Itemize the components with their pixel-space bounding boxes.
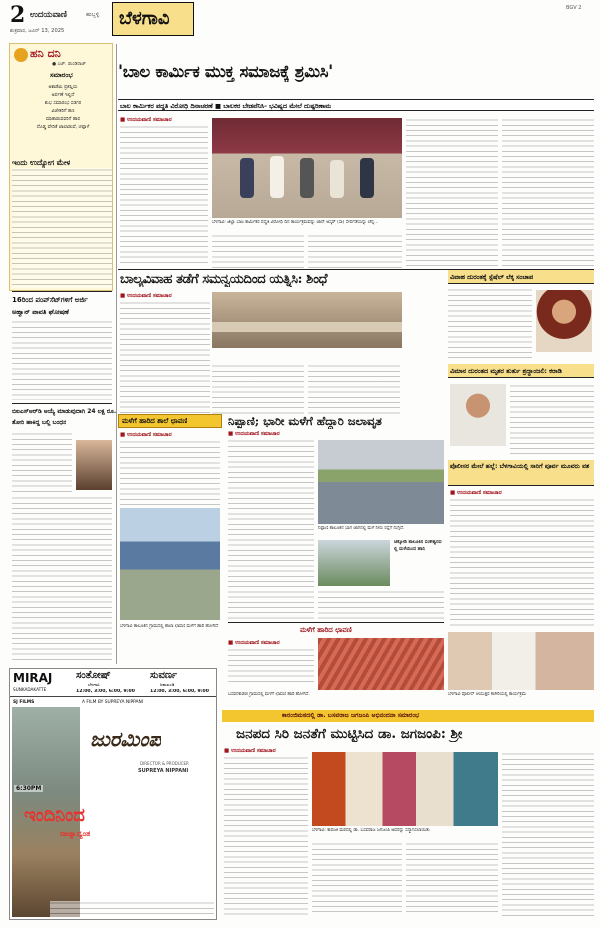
bribe-subhead: ತೋರಿ ಹಾಕಿದ್ದ ಬಲ್ಲಿ ಬಂಧನ <box>12 419 67 426</box>
film-credit: A FILM BY SUPREYA NIPPANI <box>82 700 144 705</box>
roof-caption: ಬಸವನಕುಡಚಿ ಗ್ರಾಮದಲ್ಲಿ ಮಳೆಗೆ ಛಾವಣಿ ಹಾರಿ ಹೋಗಿದೆ. <box>228 692 310 697</box>
top-headline: 'ಬಾಲ ಕಾರ್ಮಿಕ ಮುಕ್ತ ಸಮಾಜಕ್ಕೆ ಶ್ರಮಿಸಿ' <box>118 62 333 81</box>
woman-portrait <box>536 290 592 352</box>
santosh-showtimes: 12:00, 3:00, 6:00, 9:00 <box>76 689 135 694</box>
poem-line: ಅಕಾಡೆಮಿ ಪ್ರಶಸ್ತಿಯ <box>48 85 78 90</box>
police-headline: ಪೊಲೀಸರ ಮೇಲೆ ಹಲ್ಲೆ: ಬೆಳಗಾವಿಯಲ್ಲಿ ಸಾರಿಗೆ ಪೂರ್ವ ಮೂವರು ವಶ <box>450 463 590 470</box>
page-number: 2 <box>10 2 26 28</box>
child-marriage-col2 <box>212 364 304 414</box>
meeting-photo-caption <box>212 350 402 362</box>
strip-story-col2 <box>312 842 402 916</box>
byline: ■ ಉದಯವಾಣಿ ಸಮಾಚಾರ <box>120 293 172 299</box>
top-story-col1 <box>120 125 208 267</box>
rain-story-col2 <box>318 590 444 620</box>
child-marriage-col3 <box>308 364 400 414</box>
top-story-photo <box>212 118 402 218</box>
ad-credits <box>50 901 214 917</box>
byline: ■ ಉದಯವಾಣಿ ಸಮಾಚಾರ <box>228 431 280 437</box>
section-banner <box>112 2 194 36</box>
poem-line: ಮಾತಾಡುವವರಿಗೆ ಹಾರ <box>45 117 81 122</box>
right-story-1-text <box>448 288 532 360</box>
theater-city: SUNKADAKATTE <box>13 687 47 692</box>
strip-kicker: ಕಾರಂಜಿಮಠದಲ್ಲಿ ಡಾ. ಬಸವರಾಜ ಜಗಜಂಪಿ ಅಭಿನಂದನಾ ಸಮಾರಂಭ <box>282 712 420 719</box>
movie-title: ಜುರಮಿಂಪ <box>90 727 162 751</box>
police-photo-caption: ಬೆಳಗಾವಿ ಪೊಲೀಸ್ ಆಯುಕ್ತರ ಕಚೇರಿಯಲ್ಲಿ ಕಾರ್ಯಕ್ರಮ <box>448 692 526 697</box>
poem-title: ಸಮಾರಂಭ <box>50 71 73 79</box>
road-photo-caption: ಚಿಕ್ಕೋಡಿ ತಾಲೂಕಿನ ಸಂಕೇಶ್ವರದಲ್ಲಿ ಮಳೆಯಿಂದ ಹಾನಿ <box>394 540 442 552</box>
show-time: 6:30PM <box>16 785 42 792</box>
rain-left-headline: ಮಳೆಗೆ ಹಾರಿದ ಶಾಲೆ ಛಾವಣಿ <box>122 417 188 425</box>
accused-photo <box>76 440 112 490</box>
strip-caption: ಬೆಳಗಾವಿ: ಕಾರಂಜಿ ಮಠದಲ್ಲಿ ಡಾ. ಬಸವರಾಜ ಜಗಜಂಪಿ ಅವರನ್ನು ಸನ್ಮಾನಿಸಲಾಯಿತು <box>312 828 430 833</box>
job-fair-headline: ಇಂದು ಉದ್ಯೋಗ ಮೇಳ <box>12 158 71 167</box>
date: ಶುಕ್ರವಾರ, ಜೂನ್ 13, 2025 <box>10 28 65 34</box>
santosh-city: ಬೆಳಗಾವಿ <box>88 682 100 687</box>
pumpset-text <box>12 320 112 400</box>
divider <box>12 291 112 292</box>
top-story-col5 <box>502 118 594 268</box>
pumpset-headline: 16ರಿಂದ ಪಂಪ್‌ಸೆಟ್‌ಗಳಿಗೆ ಅರ್ಜಿ <box>12 296 88 304</box>
column-rule <box>116 44 117 664</box>
top-photo-caption: ಬೆಳಗಾವಿ: ಜಿಲ್ಲಾ ಬಾಲ ಕಾರ್ಮಿಕರ ಪದ್ಧತಿ ವಿರೋಧಿ ದಿನ ಕಾರ್ಯಕ್ರಮವನ್ನು ಜಾನ್ ಅಸ್ಕರ್ (ಸಾ) ಸೇರ್ಪಡೆಯನ್ನು ಚೆನ್ನ... <box>212 220 379 225</box>
police-head-box <box>448 460 594 486</box>
release-sublabel: ರಾಜ್ಯಾದ್ಯಂತ <box>60 829 91 838</box>
divider <box>12 403 112 404</box>
suvarna-name: ಸುವರ್ಣ <box>150 670 178 681</box>
bribe-text <box>12 432 72 494</box>
school-photo-caption: ಬೆಳಗಾವಿ ತಾಲೂಕಿನ ಗ್ರಾಮದಲ್ಲಿ ಶಾಲಾ ಛಾವಣಿ ಮಳೆಗೆ ಹಾರಿ ಹೋಗಿದೆ <box>120 624 219 629</box>
roof-photo <box>318 638 444 690</box>
right-headline-1: ವಿವಾಹ ದುರಂತಕ್ಕೆ ಸ್ಪೆಷೆಲ್ ಲೆಕ್ಕ ಸಂಚಾಪ <box>450 273 534 281</box>
poem-line: ಶುಭ ಸಮಾರಂಭ ಸಡಗರ <box>44 101 82 106</box>
top-story-col2 <box>212 234 304 268</box>
rain-left-head-box <box>118 414 222 428</box>
santosh-name: ಸಂತೋಷ್ <box>76 670 111 681</box>
director-label: DIRECTOR & PRODUCER <box>140 761 189 766</box>
byline: ■ ಉದಯವಾಣಿ ಸಮಾಚಾರ <box>120 432 172 438</box>
child-marriage-col1 <box>120 301 210 413</box>
poem-body <box>18 84 108 132</box>
person-figure <box>360 158 374 198</box>
top-story-col3 <box>308 234 402 268</box>
top-subhead-bar <box>118 99 594 111</box>
honey-title: ಹನಿ ದನಿ <box>30 47 61 60</box>
flood-photo <box>318 440 444 524</box>
rain-headline: ನಿಪ್ಪಾಣಿ; ಭಾರೀ ಮಳೆಗೆ ಹೆದ್ದಾರಿ ಜಲಾವೃತ <box>228 414 382 428</box>
suvarna-showtimes: 12:00, 3:00, 6:00, 9:00 <box>150 689 209 694</box>
strip-headline: ಜನಪದ ಸಿರಿ ಜನತೆಗೆ ಮುಟ್ಟಿಸಿದ ಡಾ. ಜಗಜಂಪಿ: ಶ್ರೀ <box>236 726 463 742</box>
director-name: SUPREYA NIPPANI <box>138 768 189 774</box>
right-headline-box-1 <box>448 270 594 284</box>
theater-name: MIRAJ <box>13 671 53 685</box>
person-figure <box>240 158 254 198</box>
poem-line: ದೊಡ್ಡ ವೇದಿಕೆ ಜಾಲಾಡುವೆ, ಚಪ್ಪಾಳೆ <box>36 125 90 130</box>
police-event-photo <box>448 632 594 690</box>
strip-story-col4 <box>502 752 594 916</box>
poem-line: ಅರ್ಪಣೆ ಇಲ್ಲಿದೆ <box>51 93 75 98</box>
honey-author: ● ಎಚ್. ಡುಂಡಿರಾಜ್ <box>52 62 86 67</box>
strip-kicker-bar <box>222 710 594 722</box>
rain-story-col1 <box>228 439 314 619</box>
divider <box>228 622 444 623</box>
person-figure <box>270 156 284 198</box>
byline: ■ ಉದಯವಾಣಿ ಸಮಾಚಾರ <box>228 640 280 646</box>
byline: ■ ಉದಯವಾಣಿ ಸಮಾಚಾರ <box>120 117 172 123</box>
person-figure <box>330 160 344 198</box>
top-story-col4 <box>406 118 498 268</box>
school-roof-photo <box>120 508 220 620</box>
bribe-text-continued <box>12 496 112 664</box>
man-portrait <box>450 384 506 446</box>
meeting-photo <box>212 292 402 348</box>
ad-theaters <box>10 669 216 697</box>
suvarna-city: ಜಮಖಂಡಿ <box>160 682 175 687</box>
road-photo <box>318 540 390 586</box>
flood-caption: ನಿಪ್ಪಾಣಿ ತಾಲೂಕಿನ ಭಾಗ ಜಾಗನಲ್ಲಿ ಮಳೆ ನೀರು ರಸ್ತೆಗೆ ನುಗ್ಗಿದೆ. <box>318 526 405 531</box>
top-subhead: ಬಾಲ ಕಾರ್ಮಿಕರ ಪದ್ಧತಿ ವಿರೋಧಿ ದಿನಾಚರಣೆ ■ ಬಾಲಕರ ಬೇಡವೆನಿಸಿ- ಭವಿಷ್ಯದ ಮೇಲೆ ದುಷ್ಪರಿಣಾಮ <box>120 102 332 110</box>
police-story-text <box>450 498 594 628</box>
poem-line: ವಿಜೇತರಿಗೆ ಹಣ <box>51 109 75 114</box>
movie-ad <box>9 668 217 920</box>
honey-icon <box>14 48 28 62</box>
release-label: ಇಂದಿನಿಂದ <box>24 805 85 826</box>
byline: ■ ಉದಯವಾಣಿ ಸಮಾಚಾರ <box>224 748 276 754</box>
page-code: BGV 2 <box>566 5 582 11</box>
edition-tag: ಹುಬ್ಬಳ್ಳಿ <box>86 12 100 18</box>
bribe-headline: ಬಿಐಎಸ್‌ಆರ್‌ಡಿ ಅಯ್ಯೆ ಮಾಡುವುದಾಗಿ 24 ಲಕ್ಷ ರೂ. <box>12 408 117 415</box>
person-figure <box>300 158 314 198</box>
section-title: ಬೆಳಗಾವಿ <box>119 8 170 29</box>
job-fair-text <box>12 168 112 288</box>
strip-story-col1 <box>224 756 308 916</box>
child-marriage-headline: ಬಾಲ್ಯವಿವಾಹ ತಡೆಗೆ ಸಮನ್ವಯದಿಂದ ಯತ್ನಿಸಿ: ಶಿಂಧೆ <box>120 272 328 287</box>
strip-story-col3 <box>406 842 498 916</box>
roof-headline: ಮಳೆಗೆ ಹಾರಿದ ಛಾವಣಿ <box>300 626 352 634</box>
pumpset-subhead: ಅಹ್ವಾನ್ ಪಾವತಿ ಘೋಷಣೆ <box>12 308 69 316</box>
studio-logo: SJ FILMS <box>13 700 35 705</box>
roof-story-text <box>228 648 314 686</box>
right-story-2-text <box>510 384 594 456</box>
right-headline-box-2 <box>448 364 594 378</box>
right-headline-2: ವಿಮಾನ ದುರಂತದ ಮೃತರ ತುರ್ತು ಶ್ರದ್ಧಾಂಜಲಿ: ಕರಾಡಿ <box>450 367 562 375</box>
byline: ■ ಉದಯವಾಣಿ ಸಮಾಚಾರ <box>450 490 502 496</box>
paper-name: ಉದಯವಾಣಿ <box>30 10 67 20</box>
felicitation-photo <box>312 752 498 826</box>
school-roof-text <box>120 440 220 506</box>
meeting-table <box>212 322 402 332</box>
